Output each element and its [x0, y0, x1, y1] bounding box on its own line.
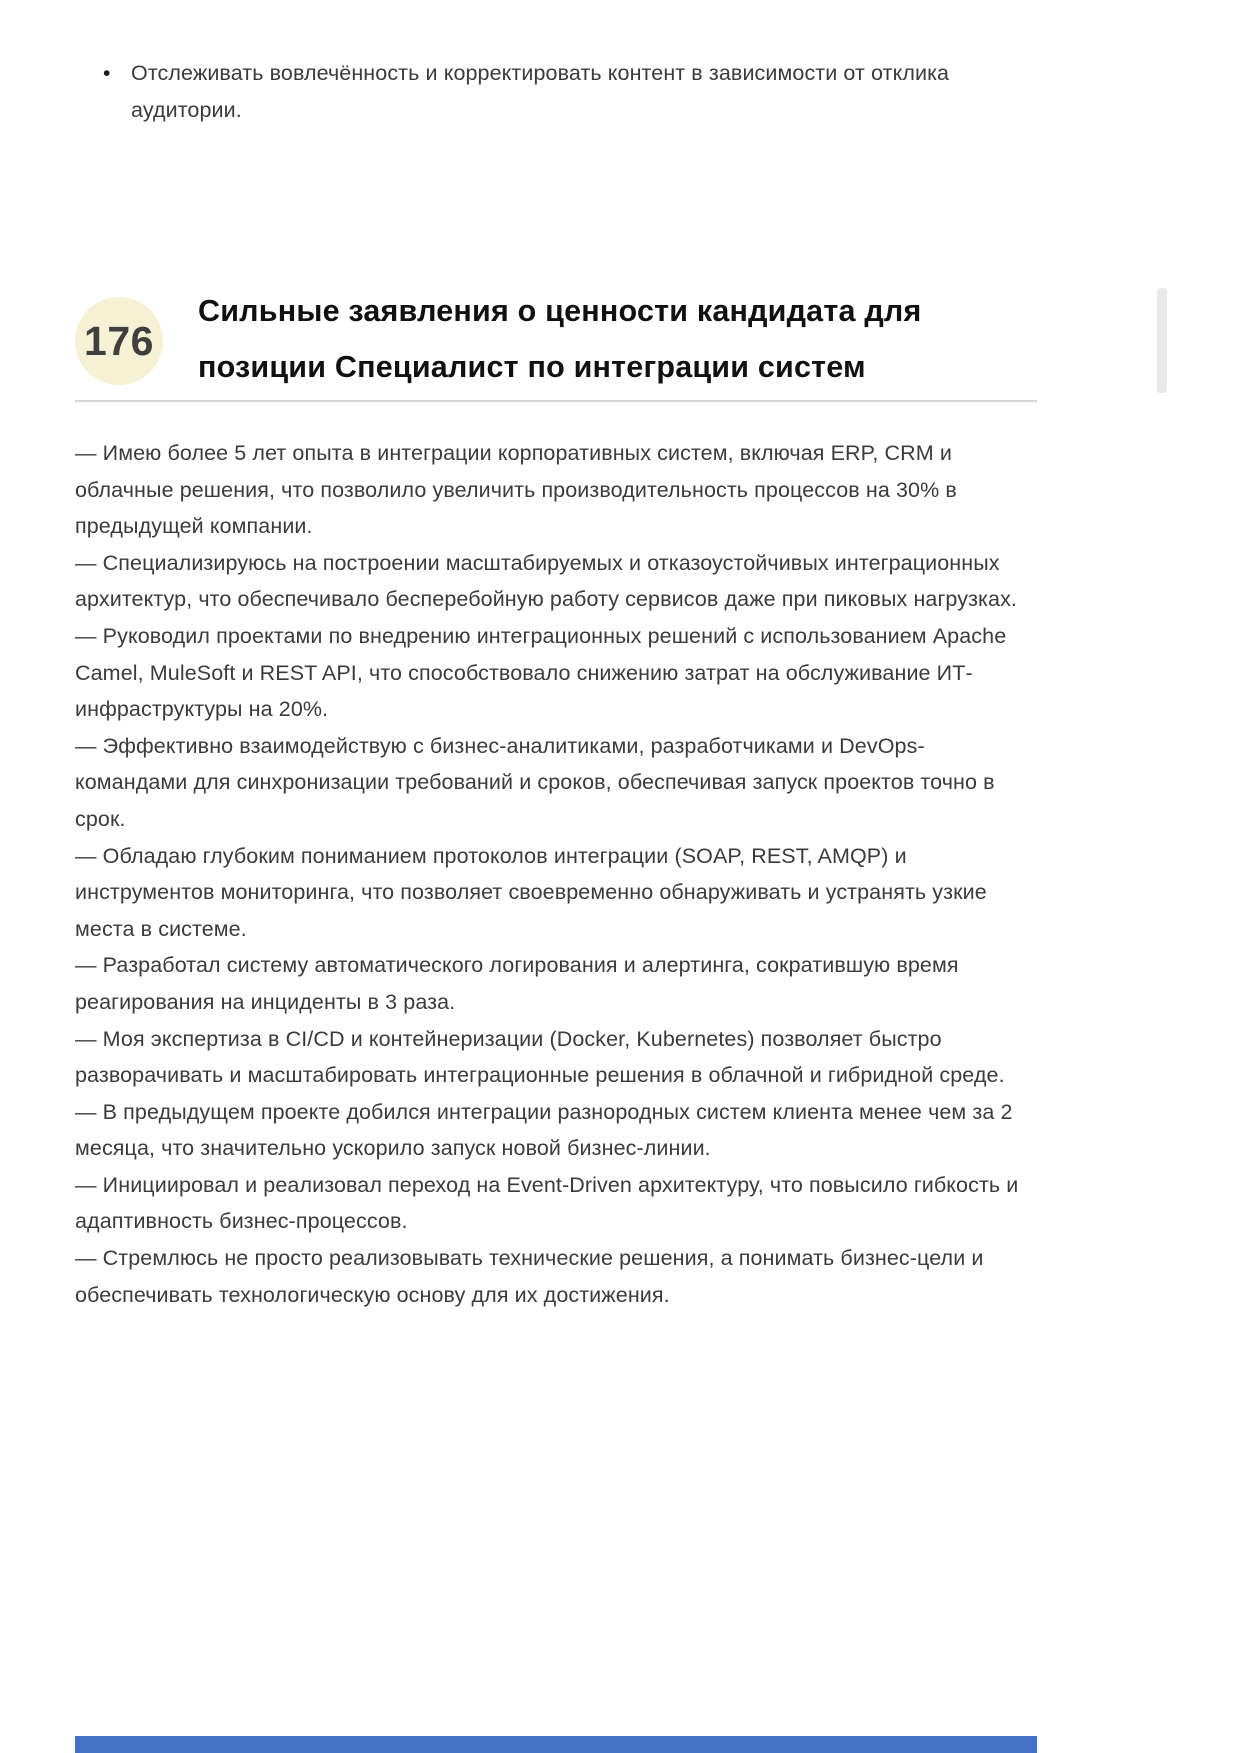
statement-paragraph: — Имею более 5 лет опыта в интеграции корпоративных систем, включая ERP, CRM и облачные решения, что позволило увеличить производительность процессов на 30% в предыдущей компании. — [75, 441, 957, 539]
statement-paragraph: — В предыдущем проекте добился интеграции разнородных систем клиента менее чем за 2 месяца, что значительно ускорило запуск новой бизнес-линии. — [75, 1099, 1013, 1161]
section-number-badge: 176 — [75, 297, 163, 385]
statement-paragraph: — Моя экспертиза в CI/CD и контейнеризации (Docker, Kubernetes) позволяет быстро разворачивать и масштабировать интеграционные решения в облачной и гибридной среде. — [75, 1026, 1005, 1088]
statement-paragraph: — Обладаю глубоким пониманием протоколов интеграции (SOAP, REST, AMQP) и инструментов мониторинга, что позволяет своевременно обнаруживать и устранять узкие места в системе. — [75, 843, 987, 941]
bullet-list — [75, 55, 1035, 129]
statement-paragraph: — Стремлюсь не просто реализовывать технические решения, а понимать бизнес-цели и обеспечивать технологическую основу для их достижения. — [75, 1246, 984, 1307]
title-edge-decoration — [1157, 288, 1167, 393]
bullet-icon: • — [103, 62, 111, 85]
statement-paragraph: — Руководил проектами по внедрению интеграционных решений с использованием Apache Camel, MuleSoft и REST API, что способствовало снижению затрат на обслуживание ИТ-инфраструктуры на 20%. — [75, 623, 1007, 722]
list-item — [75, 55, 1035, 129]
footer-accent-bar — [75, 1736, 1037, 1753]
bullet-item-text: Отслеживать вовлечённость и корректировать контент в зависимости от отклика аудитории. — [131, 61, 950, 122]
section-header-row — [75, 283, 1037, 395]
statement-paragraph: — Специализируюсь на построении масштабируемых и отказоустойчивых интеграционных архитектур, что обеспечивало бесперебойную работу сервисов даже при пиковых нагрузках. — [75, 550, 1018, 612]
section-divider — [75, 400, 1037, 402]
statement-paragraph: — Эффективно взаимодействую с бизнес-аналитиками, разработчиками и DevOps-командами для синхронизации требований и сроков, обеспечивая запуск проектов точно в срок. — [75, 733, 995, 831]
statement-paragraph: — Разработал систему автоматического логирования и алертинга, сократившую время реагирования на инциденты в 3 раза. — [75, 953, 959, 1014]
statements-body — [75, 435, 1037, 1313]
statement-paragraph: — Инициировал и реализовал переход на Event-Driven архитектуру, что повысило гибкость и адаптивность бизнес-процессов. — [75, 1172, 1019, 1234]
section-header — [75, 283, 1037, 395]
section-title: Сильные заявления о ценности кандидата для позиции Специалист по интеграции систем — [198, 294, 922, 384]
